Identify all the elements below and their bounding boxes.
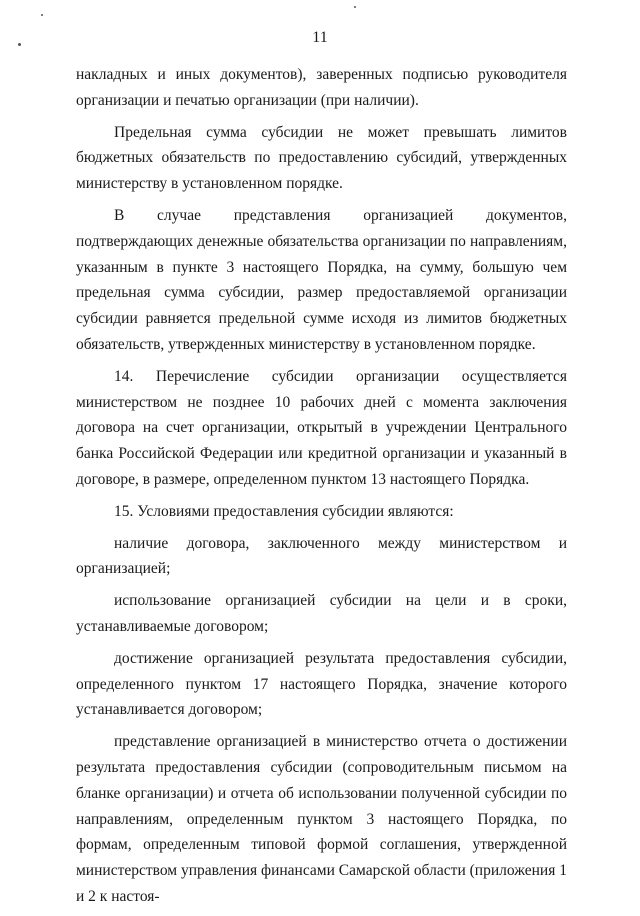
paragraph-item-15: 15. Условиями предоставления субсидии являются: [114,502,454,520]
condition-result: достижение организацией результата предоставления субсидии, определенного пунктом 17 настоящего Порядка, значение которого устанавливается договором; [76,649,567,719]
paragraph-item-14: 14. Перечисление субсидии организации осуществляется министерством не позднее 10 рабочих дней с момента заключения договора на счет организации, открытый в учреждении Центрального банка Российской Федерации или кредитной организации и указанный в договоре, в размере, определенном пунктом 13 настоящего Порядка. [76,367,567,488]
condition-report: представление организацией в министерство отчета о достижении результата предоставления субсидии (сопроводительным письмом на бланке организации) и отчета об использовании полученной субсидии по направлениям, определенным пунктом 3 настоящего Порядка, по формам, определенным типовой формой соглашения, утвержденной министерством управления финансами Самарской области (приложения 1 и 2 к настоя- [76,733,567,905]
page-number: 11 [312,29,328,46]
paragraph-excess-case: В случае представления организацией документов, подтверждающих денежные обязательства организации по направлениям, указанным в пункте 3 настоящего Порядка, на сумму, большую чем предельная сумма субсидии, размер предоставляемой организации субсидии равняется предельной сумме исходя из лимитов бюджетных обязательств, утвержденных министерству в установленном порядке. [76,206,567,353]
paragraph-continuation: накладных и иных документов), заверенных подписью руководителя организации и печатью организации (при наличии). [76,66,567,109]
scan-speck [354,6,356,8]
document-body [76,62,567,916]
condition-contract: наличие договора, заключенного между министерством и организацией; [76,534,567,578]
condition-usage: использование организацией субсидии на цели и в сроки, устанавливаемые договором; [76,592,567,635]
paragraph-limit: Предельная сумма субсидии не может превышать лимитов бюджетных обязательств по предоставлению субсидий, утвержденных министерству в установленном порядке. [76,123,567,193]
scan-speck [41,14,43,16]
